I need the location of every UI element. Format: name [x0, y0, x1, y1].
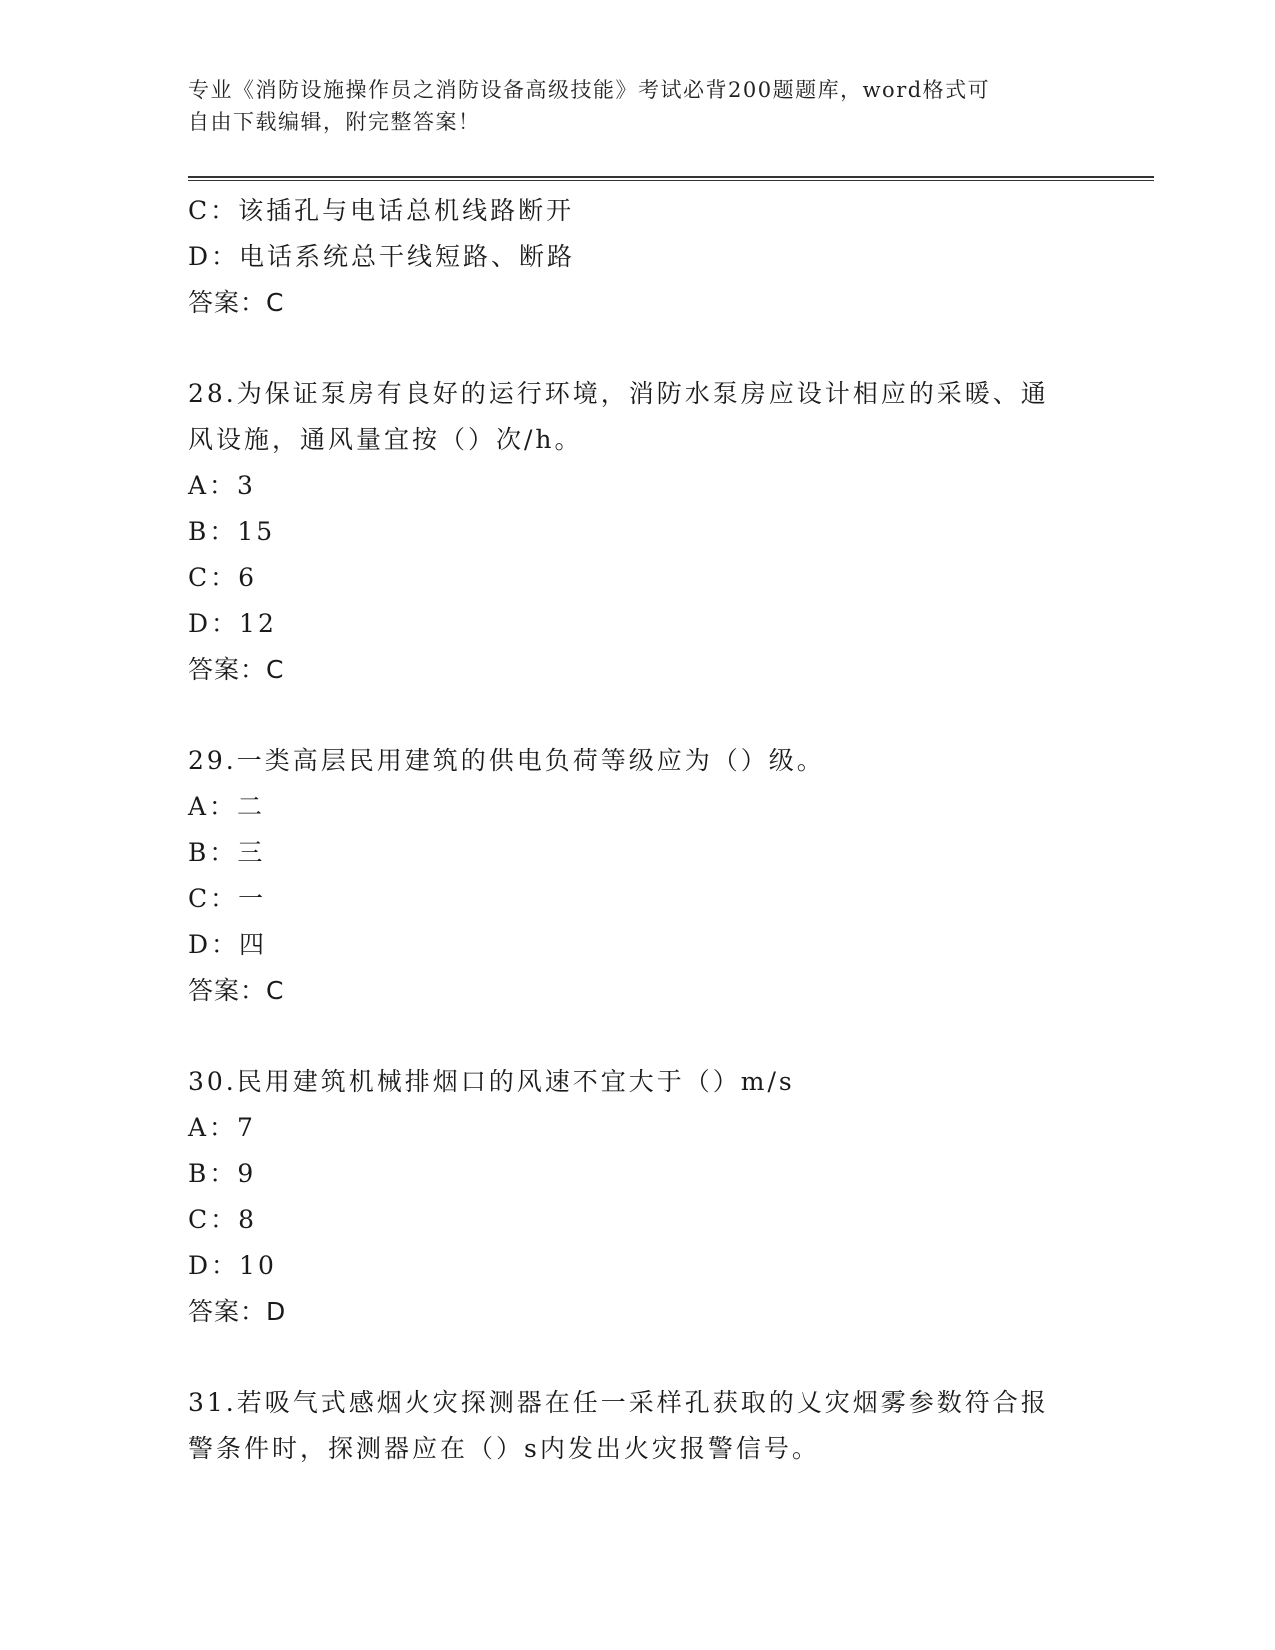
option-c: C：6: [188, 563, 258, 592]
option-c: C：8: [188, 1205, 258, 1234]
option-a: A：二: [188, 792, 266, 821]
question-list: [188, 188, 1088, 1472]
question-27-tail: [188, 188, 1088, 326]
option-c: C：一: [188, 884, 267, 913]
question-text-line-1: 29.一类高层民用建筑的供电负荷等级应为（）级。: [188, 746, 825, 775]
option-a: A：7: [188, 1113, 256, 1142]
question-text-line-1: 31.若吸气式感烟火灾探测器在任一采样孔获取的乂灾烟雾参数符合报: [188, 1388, 1049, 1417]
option-b: B：三: [188, 838, 266, 867]
option-d: D：10: [188, 1251, 277, 1280]
question-28: [188, 371, 1088, 693]
option-b: B：15: [188, 517, 276, 546]
option-d: D：电话系统总干线短路、断路: [188, 242, 576, 271]
header-divider: [188, 176, 1154, 181]
answer: 答案：D: [188, 1297, 287, 1326]
answer: 答案：C: [188, 288, 285, 317]
question-31: [188, 1380, 1088, 1472]
question-30: [188, 1059, 1088, 1335]
question-text-line-2: 风设施，通风量宜按（）次/h。: [188, 425, 583, 454]
question-text-line-2: 警条件时，探测器应在（）s内发出火灾报警信号。: [188, 1434, 820, 1463]
option-b: B：9: [188, 1159, 257, 1188]
question-text-line-1: 30.民用建筑机械排烟口的风速不宜大于（）m/s: [188, 1067, 795, 1096]
document-header: [188, 74, 1068, 138]
question-text-line-1: 28.为保证泵房有良好的运行环境，消防水泵房应设计相应的采暖、通: [188, 379, 1049, 408]
header-title-line-2: 自由下载编辑，附完整答案！: [188, 110, 481, 134]
header-title-line-1: 专业《消防设施操作员之消防设备高级技能》考试必背200题题库，word格式可: [188, 78, 991, 102]
answer: 答案：C: [188, 655, 285, 684]
option-d: D：12: [188, 609, 277, 638]
option-a: A：3: [188, 471, 256, 500]
answer: 答案：C: [188, 976, 285, 1005]
option-c: C：该插孔与电话总机线路断开: [188, 196, 575, 225]
option-d: D：四: [188, 930, 268, 959]
question-29: [188, 738, 1088, 1014]
